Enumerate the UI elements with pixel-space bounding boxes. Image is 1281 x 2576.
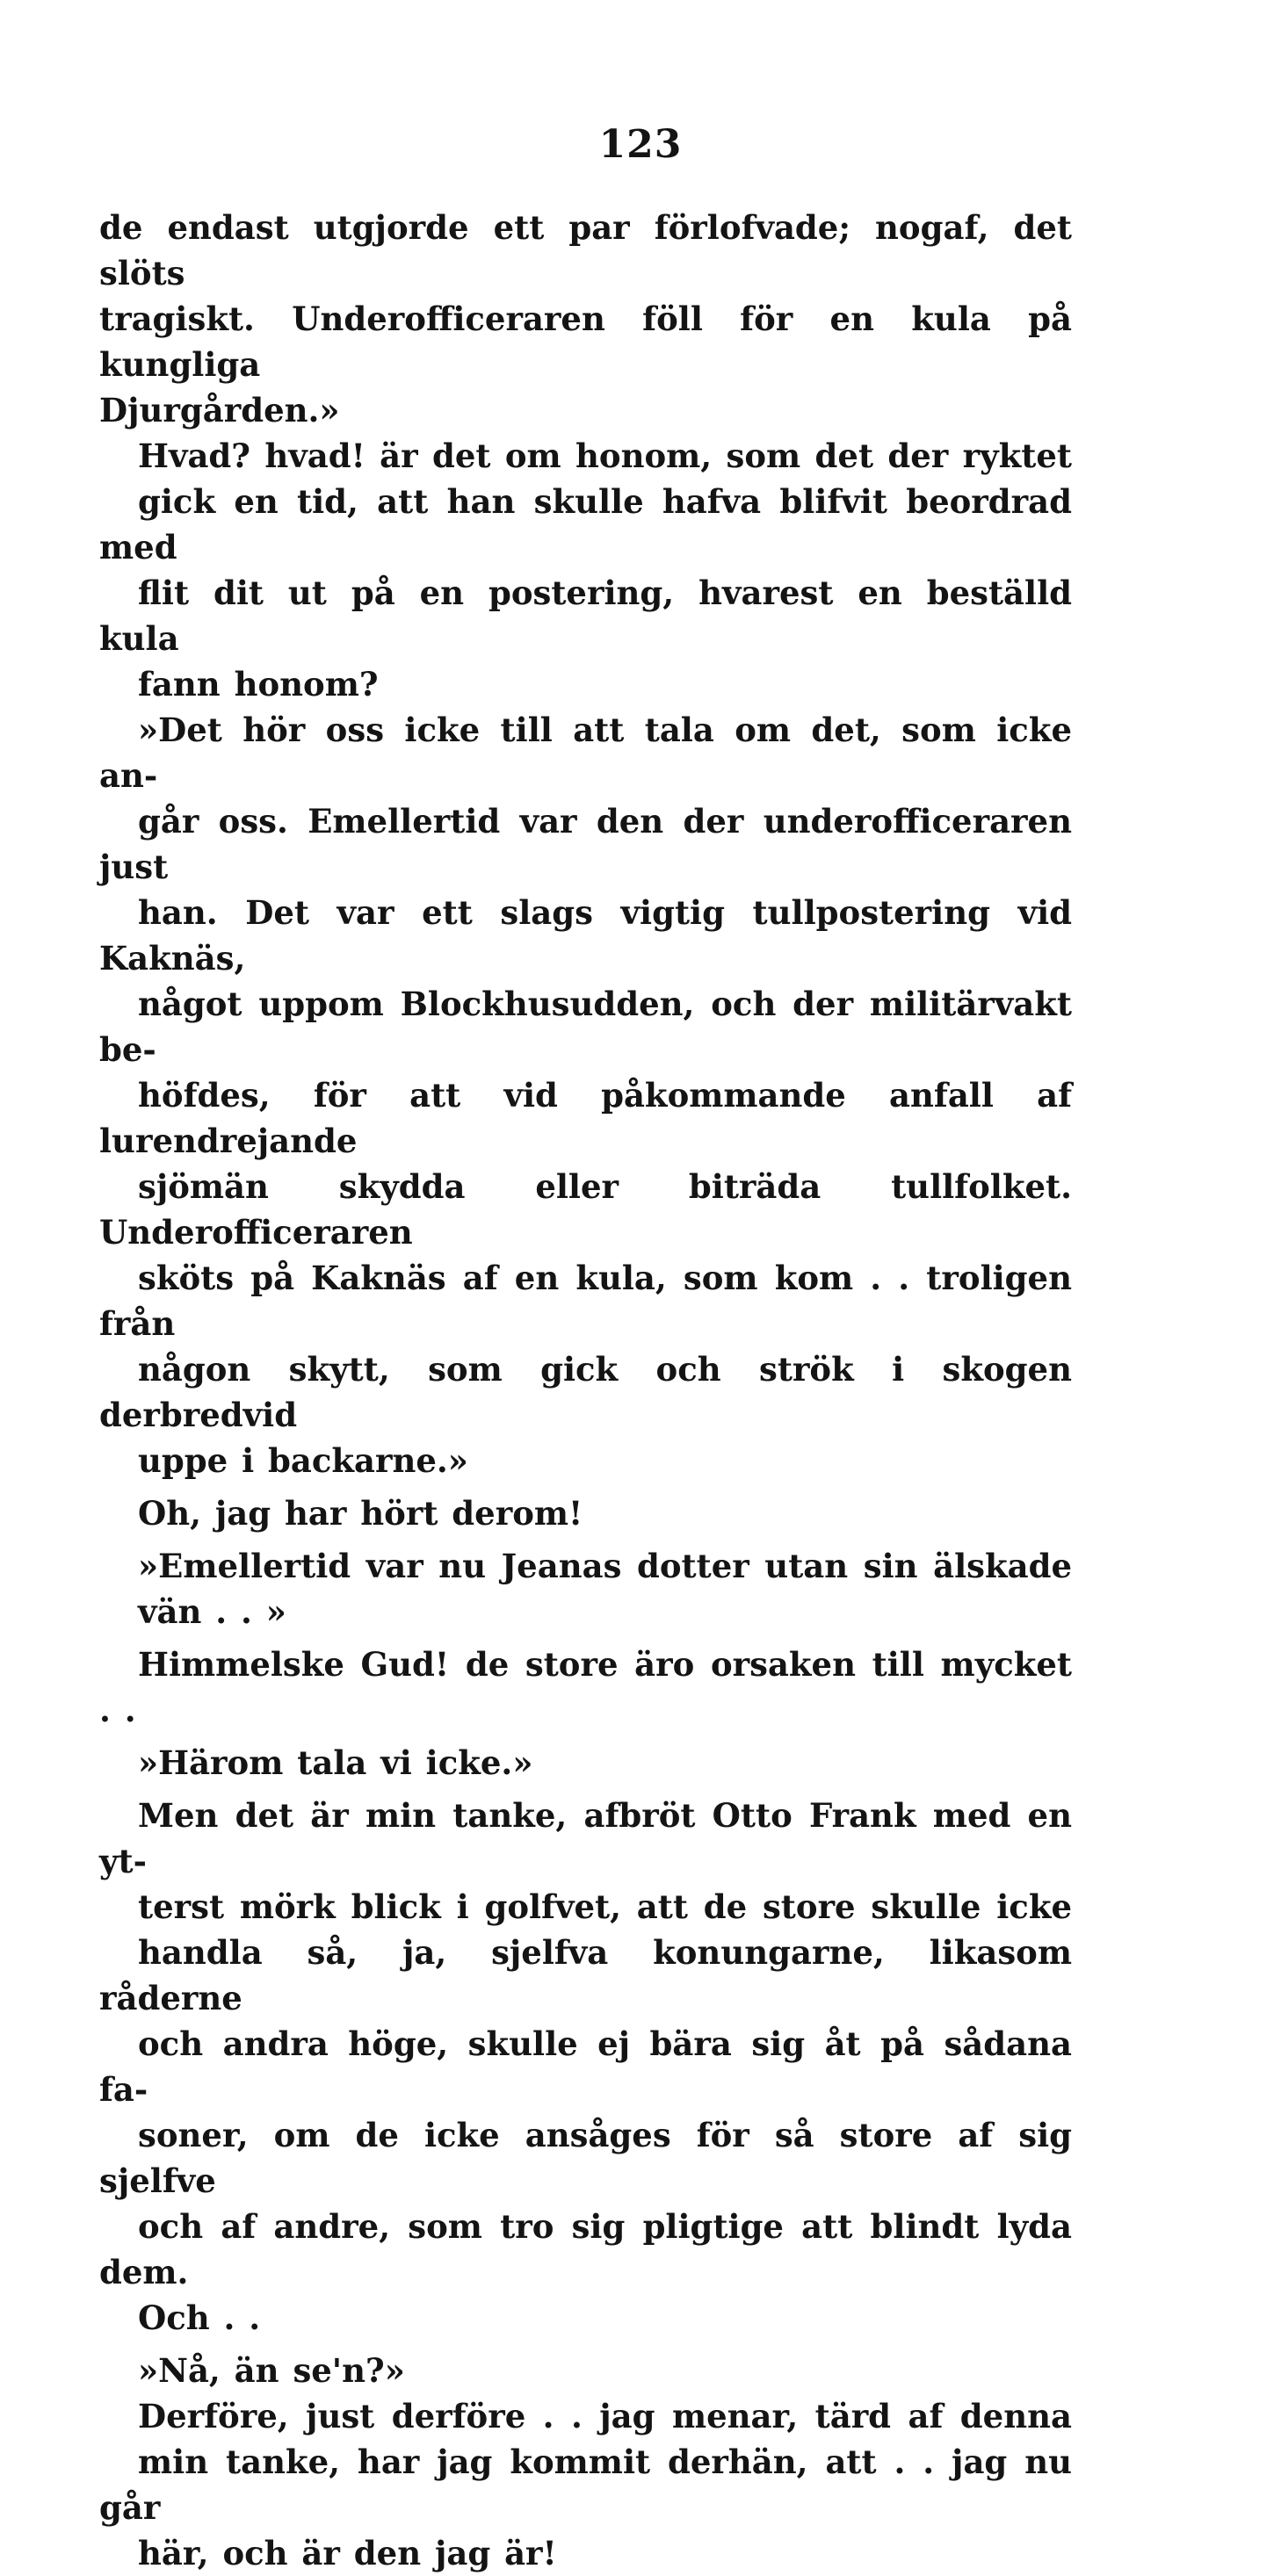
text-line: uppe i backarne.» (138, 1441, 468, 1480)
text-line: gick en tid, att han skulle hafva blifvit beordrad med (99, 482, 1072, 566)
page-number: 123 (598, 122, 683, 167)
text-line: »Nå, än se'n?» (138, 2351, 405, 2390)
text-line: och af andre, som tro sig pligtige att blindt lyda dem. (99, 2207, 1072, 2291)
text-line: sköts på Kaknäs af en kula, som kom . . troligen från (99, 1259, 1072, 1343)
text-line: »Det hör oss icke till att tala om det, som icke an- (99, 711, 1072, 795)
paragraph (99, 707, 1072, 1483)
text-line: soner, om de icke ansåges för så store af sig sjelfve (99, 2116, 1072, 2200)
text-line: han. Det var ett slags vigtig tullpostering vid Kaknäs, (99, 893, 1072, 978)
text-line: här, och är den jag är! (138, 2534, 557, 2572)
text-line: sjömän skydda eller biträda tullfolket. Underofficeraren (99, 1167, 1072, 1252)
paragraph (99, 1793, 1072, 2341)
text-line: de endast utgjorde ett par förlofvade; nogaf, det slöts (99, 208, 1072, 292)
paragraph (99, 1740, 1072, 1786)
text-line: Oh, jag har hört derom! (138, 1494, 583, 1533)
paragraph (99, 1490, 1072, 1536)
text-line: någon skytt, som gick och strök i skogen derbredvid (99, 1350, 1072, 1434)
text-line: Djurgården.» (99, 391, 340, 429)
text-line: Men det är min tanke, afbröt Otto Frank med en yt- (99, 1796, 1072, 1880)
text-line: terst mörk blick i golfvet, att de store skulle icke (138, 1887, 1072, 1926)
text-line: fann honom? (138, 665, 379, 704)
body-text (99, 205, 1072, 2576)
text-line: Derföre, just derföre . . jag menar, tärd af denna (138, 2397, 1072, 2435)
paragraph (99, 2348, 1072, 2393)
text-line: Och . . (138, 2298, 261, 2337)
text-line: flit dit ut på en postering, hvarest en beställd kula (99, 574, 1072, 658)
text-line: något uppom Blockhusudden, och der militärvakt be- (99, 985, 1072, 1069)
text-line: Himmelske Gud! de store äro orsaken till mycket . . (99, 1645, 1072, 1729)
text-line: min tanke, har jag kommit derhän, att . . jag nu går (99, 2443, 1072, 2527)
text-line: handla så, ja, sjelfva konungarne, likasom råderne (99, 1933, 1072, 2017)
text-line: går oss. Emellertid var den der underofficeraren just (99, 802, 1072, 886)
text-line: vän . . » (138, 1592, 286, 1631)
paragraph (99, 2393, 1072, 2576)
paragraph (99, 1642, 1072, 1733)
text-line: tragiskt. Underofficeraren föll för en kula på kungliga (99, 299, 1072, 384)
text-line: Hvad? hvad! är det om honom, som det der ryktet (138, 437, 1072, 475)
text-line: »Emellertid var nu Jeanas dotter utan sin älskade (138, 1547, 1072, 1585)
paragraph (99, 205, 1072, 433)
paragraph (99, 1543, 1072, 1634)
paragraph (99, 433, 1072, 707)
text-line: »Härom tala vi icke.» (138, 1743, 533, 1782)
text-line: höfdes, för att vid påkommande anfall af lurendrejande (99, 1076, 1072, 1160)
text-line: och andra höge, skulle ej bära sig åt på sådana fa- (99, 2024, 1072, 2109)
